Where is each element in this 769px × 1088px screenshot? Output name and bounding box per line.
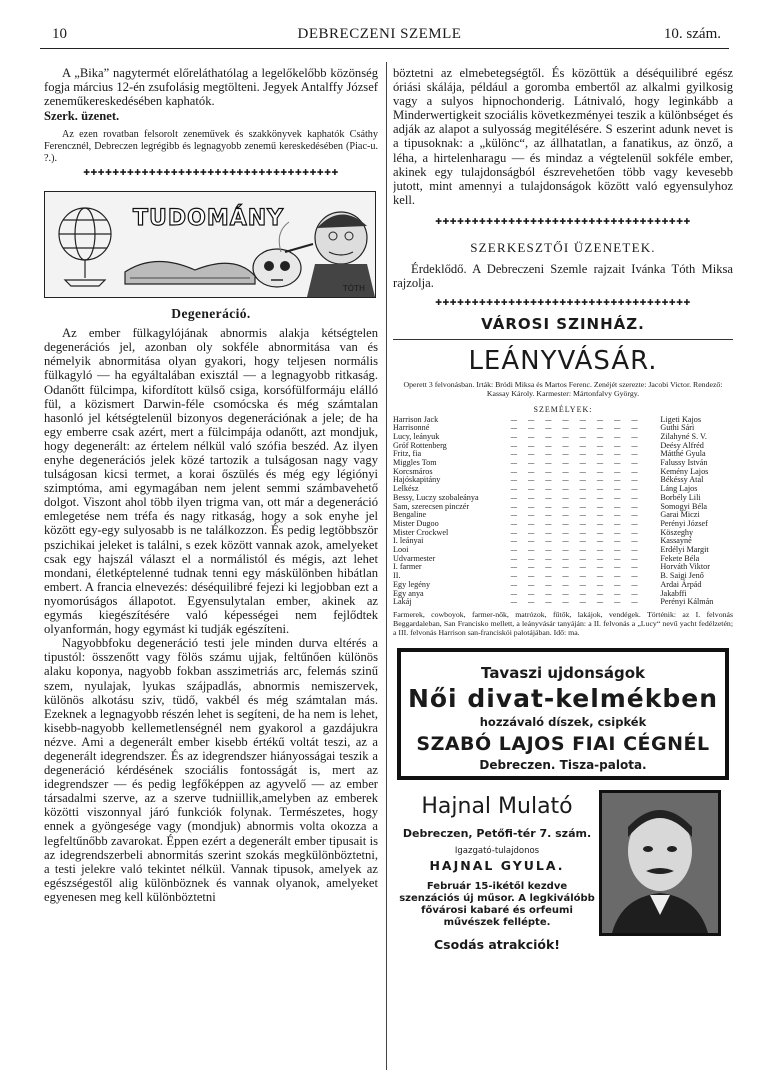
cast-leader-dashes: — — — — — — — — bbox=[510, 450, 642, 459]
column-divider bbox=[386, 62, 387, 1070]
cast-role: Egy anya bbox=[393, 588, 424, 598]
cast-actor: Ligeti Kajos bbox=[660, 414, 702, 424]
cast-role: Lucy, leányuk bbox=[393, 431, 440, 441]
article-title: Degeneráció. bbox=[171, 306, 251, 322]
cast-role: I. farmer bbox=[393, 562, 422, 572]
cast-leader-dashes: — — — — — — — — bbox=[510, 519, 642, 528]
cast-role: Mister Crockwel bbox=[393, 527, 449, 537]
ornament-divider-3: ✚✚✚✚✚✚✚✚✚✚✚✚✚✚✚✚✚✚✚✚✚✚✚✚✚✚✚✚✚✚✚✚✚✚✚ bbox=[435, 298, 691, 308]
cast-actor: Perényi Kálmán bbox=[660, 597, 714, 607]
ad2-line-4: HAJNAL GYULA. bbox=[429, 857, 565, 873]
cast-actor: Zilahyné S. V. bbox=[660, 431, 707, 441]
cast-actor: Jakabffi bbox=[660, 588, 687, 598]
ad2-line-6: Csodás atrakciók! bbox=[434, 936, 560, 952]
cast-leader-dashes: — — — — — — — — bbox=[510, 563, 642, 572]
article-continuation: böztetni az elmebetegségtől. És közöttük a déséquilibré egész óriási skálája, például a goromba embertől az alkalmi gyilkosig vagy a sulyos hipnochonderig. Látnivaló, hogy leginkább a Minderwertigkeit szociális következményei teszik a különbséget és adják az alapot a sulyosság megitélésére. S eszerint adunk nevet is a tipusoknak: a „különc“, az állhatatlan, a fanatikus, az önző, a léha, a hirtelenharagu — és mindaz a végtelenül sokféle ember, akinek egy tulajdonságból észrevehetően több vagy kevesebb jutott, mint amennyi a tulajdonságok között való egyensulyhoz kell. bbox=[393, 66, 733, 207]
theater-rule bbox=[393, 339, 733, 340]
cast-role: Harrisonné bbox=[393, 423, 430, 433]
cast-leader-dashes: — — — — — — — — bbox=[510, 432, 642, 441]
cast-role: Mister Dugoo bbox=[393, 518, 439, 528]
editor-note: Szerk. üzenet. bbox=[44, 109, 120, 124]
play-title: LEÁNYVÁSÁR. bbox=[468, 346, 658, 377]
cast-leader-dashes: — — — — — — — — bbox=[510, 598, 642, 607]
ad1-line-2: Női divat-kelmékben bbox=[407, 683, 719, 713]
cast-leader-dashes: — — — — — — — — bbox=[510, 493, 642, 502]
cast-leader-dashes: — — — — — — — — bbox=[510, 537, 642, 546]
cast-heading: SZEMÉLYEK: bbox=[533, 404, 593, 414]
issue-number: 10. szám. bbox=[663, 26, 721, 42]
cast-role: Gróf Rottenberg bbox=[393, 440, 447, 450]
right-column bbox=[393, 66, 733, 1076]
cabaret-advertisement bbox=[397, 790, 729, 952]
article-paragraph-1: Az ember fülkagylójának abnormis alakja kétségtelen degenerációs jel, azonban oly sokféle abnormitása van és némelyik abnormitása olyan gyakori, hogy teljesen normális fülkagyló — ha egyáltalában exisztál — a legnagyobb ritkaság. Odanőtt fülcimpa, kifordított külső csiga, korsófülformáju elálló fül, a közismert Darwin-féle csomócska és még számtalan hasonló jel kétségtelenül bizonyos degenerációnak a jele; de ha egy emberre csak azért, mert a fülcimpája odanőtt, azt mondjuk, hogy degenerált: az értelem nélkül való szófia beszéd. Az ilyen enyhe degenerációs jelek közé tartozik a tulságosan nagy vagy tulságosan kicsi termet, a korai őszülés és még egy légiónyi szimptóma, ami egymagában nem jelent semmi számbavehető dolgot. Viszont ahol több ilyen trigma van, ott már a degeneráció emlegetése nem tréfa és nagy ritkaság, hogy a sok enyhe jel között egy-egy sulyosabb is ne találkozzon. És pedig legtöbbször pszichikai jeleket is találni, s ezek között vannak azok, amelyeket csak egy hajszál választ el a normálistól és mégis, azt lehet mondani, életképtelenné tudnak tenni egy máskülönben hibátlan embert. A francia elnevezés: déséquilibré fejezi ki legjobban ezt a nyomorúságos állapotot. Egyensulytalan ember, akinek az egymás kiegészítésére való képességei nem fejlődtek olyanformán, hogy egymást ki tudják egészíteni. bbox=[44, 326, 378, 637]
cast-actor: Garai Miczi bbox=[660, 510, 700, 520]
ad2-text bbox=[397, 790, 597, 952]
cartoon-title: TUDOMÁNY bbox=[133, 206, 285, 232]
ad1-line-5: Debreczen. Tisza-palota. bbox=[479, 757, 647, 772]
cast-role: Korcsmáros bbox=[393, 466, 433, 476]
ornament-divider: ✚✚✚✚✚✚✚✚✚✚✚✚✚✚✚✚✚✚✚✚✚✚✚✚✚✚✚✚✚✚✚✚✚✚✚ bbox=[83, 168, 339, 178]
ad1-line-3: hozzávaló díszek, csipkék bbox=[479, 714, 647, 729]
cast-actor: Erdélyi Margit bbox=[660, 545, 709, 555]
cast-row bbox=[393, 598, 733, 607]
portrait-photo bbox=[599, 790, 721, 936]
cast-actor: Borbély Lili bbox=[660, 492, 701, 502]
cast-role: Fritz, fia bbox=[393, 449, 422, 459]
cast-leader-dashes: — — — — — — — — bbox=[510, 467, 642, 476]
fabric-advertisement bbox=[397, 648, 729, 780]
ad1-line-4: SZABÓ LAJOS FIAI CÉGNÉL bbox=[416, 732, 710, 755]
cast-role: Lelkész bbox=[393, 484, 419, 494]
cast-actor: Láng Lajos bbox=[660, 484, 698, 494]
cast-role: Looi bbox=[393, 545, 409, 555]
cast-role: Bengaline bbox=[393, 510, 427, 520]
cast-actor: B. Saigi Jenő bbox=[660, 571, 704, 581]
cast-leader-dashes: — — — — — — — — bbox=[510, 554, 642, 563]
cast-role: Miggles Tom bbox=[393, 458, 437, 468]
cast-role: Bessy, Luczy szobaleánya bbox=[393, 492, 479, 502]
cast-actor: Falussy István bbox=[660, 458, 708, 468]
editor-messages-title: SZERKESZTŐI ÜZENETEK. bbox=[470, 239, 656, 255]
cast-actor: Deésy Alfréd bbox=[660, 440, 704, 450]
cast-role: II. bbox=[393, 571, 401, 581]
cartoon-illustration bbox=[44, 191, 376, 298]
ad2-line-1: Hajnal Mulató bbox=[421, 793, 573, 819]
journal-title: DEBRECZENI SZEMLE bbox=[297, 26, 462, 42]
cast-role: Lakáj bbox=[393, 597, 412, 607]
cast-leader-dashes: — — — — — — — — bbox=[510, 485, 642, 494]
ad2-line-5: Február 15-ikétől kezdve szenzációs új műsor. A legkiválóbb fővárosi kabaré és orfeumi művészek fellépte. bbox=[399, 880, 595, 928]
intro-paragraph: A „Bika” nagytermét előreláthatólag a legelőkelőbb közönség fogja március 12-én zsufolásig megtölteni. Jegyek Antalffy József zeneműkereskedésében kaphatók. bbox=[44, 66, 378, 109]
ad1-line-1: Tavaszi ujdonságok bbox=[481, 663, 645, 682]
cast-leader-dashes: — — — — — — — — bbox=[510, 528, 642, 537]
cast-actor: Fekete Béla bbox=[660, 553, 700, 563]
cartoon-signature: TÓTH bbox=[342, 284, 365, 294]
cast-role: Sam, szerecsen pinczér bbox=[393, 501, 470, 511]
ornament-divider-2: ✚✚✚✚✚✚✚✚✚✚✚✚✚✚✚✚✚✚✚✚✚✚✚✚✚✚✚✚✚✚✚✚✚✚✚ bbox=[435, 216, 691, 226]
cast-leader-dashes: — — — — — — — — bbox=[510, 415, 642, 424]
cast-actor: Kassayné bbox=[660, 536, 692, 546]
play-credits: Operett 3 felvonásban. Irták: Bródi Miksa és Martos Ferenc. Zenéjét szerezte: Jacobi Victor. Rendező: Kassay Károly. Karmester: Mártonfalvy György. bbox=[403, 380, 723, 399]
cast-leader-dashes: — — — — — — — — bbox=[510, 502, 642, 511]
article-paragraph-2: Nagyobbfoku degeneráció testi jele minden durva eltérés a tipustól: összenőtt vagy fölös számu ujjak, feltűnően különös alaku koponya, nagyobb fokban asszimetriás arc, felemás szinű szem, nyulajak, lyukas szájpadlás, abnormis nemiszervek, különös alkotásu sziv, tüdő, vakbél és még számtalan más. Ezeknek a legnagyobb részén lehet is segíteni, de ha nem is lehet, kisebb-nagyobb kellemetlenségnél nem gyakorol a gazdájukra nézve. Ami a degenerált ember kisebb értékű voltát teszi, az a degenerált idegrendszer. És az idegrendszer hiányosságai teszik a degeneráció kérdésének szociális fontosságát is, mert az idegrendszer — és pedig legfőképpen az agyvelő — az ember társadalmi szerve, az a szerve tudniillik,amelyben az emberek közötti viszonnyal járó funkciók folynak. Természetes, hogy ennek a gyöngesége vagy (mondjuk) abnormis volta okozza a legfeltűnőbb zavarokat. Éppen ezért a degenerált ember tipusait is az idegrendszerbeli abnormitás szerint szokás megkülönböztetni, a testi jelekre való tekintet nélkül. Vannak tipusok, amelyek az egészségestől alig különböznek és vannak olyanok, amelyeket egyenesen meg kell különböztetni bbox=[44, 636, 378, 904]
music-shop-notice: Az ezen rovatban felsorolt zeneművek és szakkönyvek kaphatók Csáthy Ferencznél, Debreczen legrégibb és legnagyobb zenemű kereskedésében (Piac-u. ?.). bbox=[44, 129, 378, 164]
cast-actor: Guthi Sári bbox=[660, 423, 695, 433]
cast-leader-dashes: — — — — — — — — bbox=[510, 546, 642, 555]
cast-note: Farmerek, cowboyok, farmer-nők, matrózok, fűtők, lakájok, vendégek. Történik: az I. felvonás Beggardaleban, San Francisko mellett, a leányvásár tanyáján: a II. felvonás a „Lucy“ nevű yacht fedélzetén; a III. felvonás Harrison san-franciskói palotájában. Idő: ma. bbox=[393, 610, 733, 637]
cast-leader-dashes: — — — — — — — — bbox=[510, 572, 642, 581]
cast-actor: Mátthé Gyula bbox=[660, 449, 706, 459]
cast-role: Harrison Jack bbox=[393, 414, 439, 424]
cast-actor: Kemény Lajos bbox=[660, 466, 709, 476]
portrait-drawing bbox=[602, 793, 718, 933]
cast-actor: Köszeghy bbox=[660, 527, 694, 537]
cast-role: Hajóskapitány bbox=[393, 475, 441, 485]
cast-leader-dashes: — — — — — — — — bbox=[510, 459, 642, 468]
cast-leader-dashes: — — — — — — — — bbox=[510, 589, 642, 598]
cast-leader-dashes: — — — — — — — — bbox=[510, 476, 642, 485]
cast-actor: Ardai Árpád bbox=[660, 579, 702, 589]
cast-actor: Békéssy Atal bbox=[660, 475, 704, 485]
cast-role: Egy legény bbox=[393, 579, 431, 589]
cast-leader-dashes: — — — — — — — — bbox=[510, 441, 642, 450]
editor-message: Érdeklődő. A Debreczeni Szemle rajzait Ivánka Tóth Miksa rajzolja. bbox=[393, 261, 733, 291]
cast-role: Udvarmester bbox=[393, 553, 436, 563]
cast-actor: Perényi József bbox=[660, 518, 708, 528]
page-header bbox=[38, 26, 721, 48]
cast-list bbox=[393, 416, 733, 607]
cast-role: I. leányai bbox=[393, 536, 424, 546]
cast-leader-dashes: — — — — — — — — bbox=[510, 511, 642, 520]
page-number: 10 bbox=[52, 26, 67, 42]
cast-leader-dashes: — — — — — — — — bbox=[510, 580, 642, 589]
left-column bbox=[44, 66, 378, 1076]
cast-actor: Horváth Viktor bbox=[660, 562, 710, 572]
header-rule bbox=[40, 48, 729, 49]
ad2-line-3: Igazgató-tulajdonos bbox=[454, 845, 540, 856]
cast-leader-dashes: — — — — — — — — bbox=[510, 424, 642, 433]
cast-actor: Somogyi Béla bbox=[660, 501, 707, 511]
ad2-line-2: Debreczen, Petőfi-tér 7. szám. bbox=[402, 826, 592, 840]
theater-title: VÁROSI SZINHÁZ. bbox=[481, 315, 645, 334]
